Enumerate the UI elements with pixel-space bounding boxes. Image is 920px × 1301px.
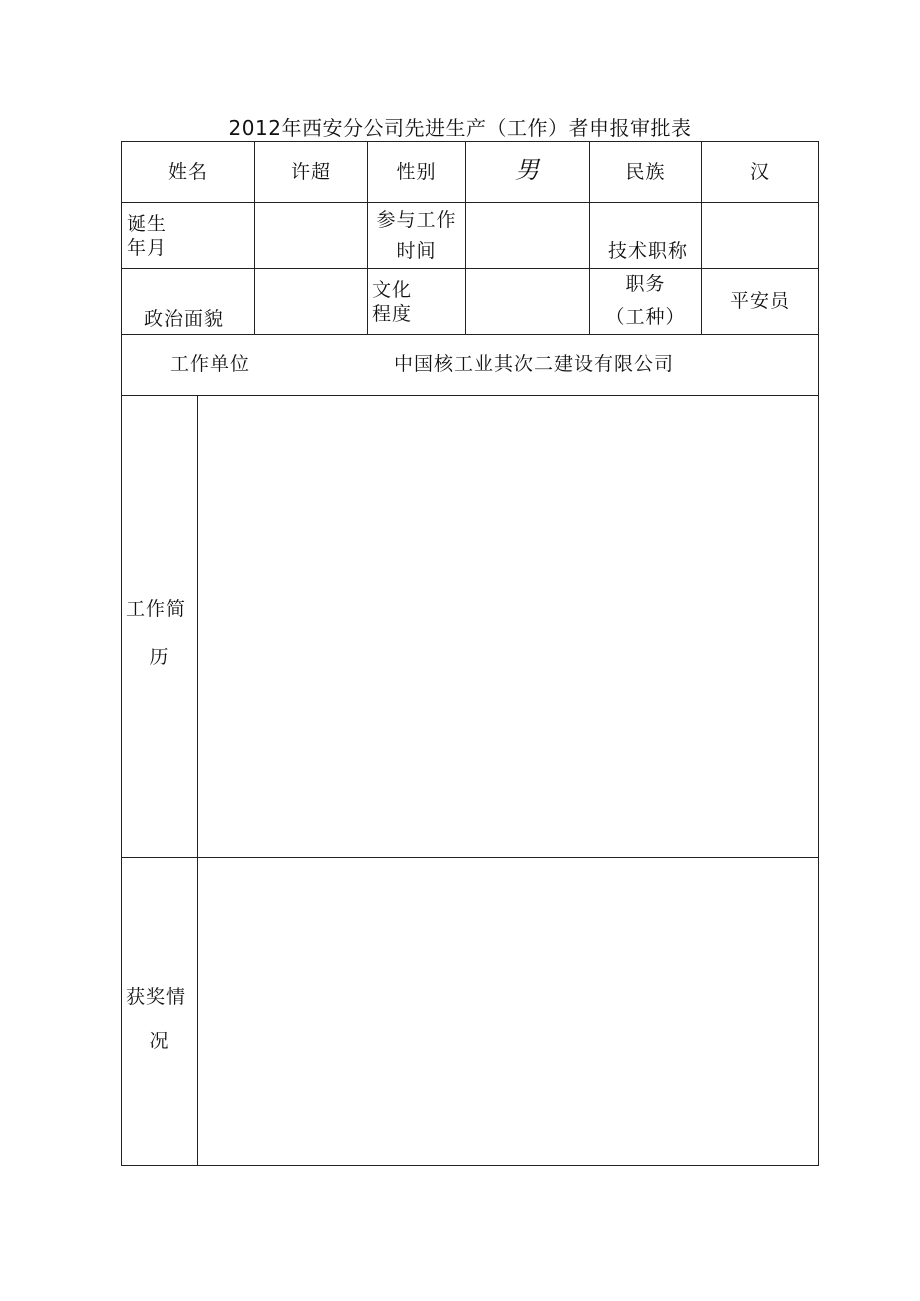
education-label-line2: 程度 xyxy=(372,303,413,325)
position-label-line1: 职务 xyxy=(625,273,666,295)
ethnicity-value: 汉 xyxy=(749,161,770,183)
form-title: 2012年西安分公司先进生产（工作）者申报审批表 xyxy=(228,116,692,140)
name-label: 姓名 xyxy=(167,161,208,183)
awards-label-line2: 况 xyxy=(149,1030,170,1052)
birth-label-line1: 诞生 xyxy=(127,213,168,235)
name-value: 许超 xyxy=(290,161,331,183)
ethnicity-label: 民族 xyxy=(625,161,666,183)
work-unit-value: 中国核工业其次二建设有限公司 xyxy=(394,353,675,375)
work-unit-label: 工作单位 xyxy=(170,353,251,375)
birth-label-line2: 年月 xyxy=(127,237,168,259)
row-divider xyxy=(122,334,818,335)
row-divider xyxy=(122,857,818,858)
application-form-table xyxy=(121,141,819,1166)
gender-label: 性别 xyxy=(396,161,437,183)
gender-value: 男 xyxy=(515,156,540,184)
section-label-divider xyxy=(197,395,198,1165)
work-start-label-line2: 时间 xyxy=(396,240,437,262)
resume-label-line2: 历 xyxy=(149,646,170,668)
position-value: 平安员 xyxy=(729,290,790,312)
awards-label-line1: 获奖情 xyxy=(126,986,187,1008)
position-label-line2: （工种） xyxy=(605,306,686,328)
row-divider xyxy=(122,202,818,203)
work-start-label-line1: 参与工作 xyxy=(376,209,457,231)
tech-title-label: 技术职称 xyxy=(607,240,688,262)
row-divider xyxy=(122,268,818,269)
education-label-line1: 文化 xyxy=(372,279,413,301)
row-divider xyxy=(122,395,818,396)
resume-label-line1: 工作简 xyxy=(126,598,187,620)
politics-label: 政治面貌 xyxy=(144,308,225,330)
